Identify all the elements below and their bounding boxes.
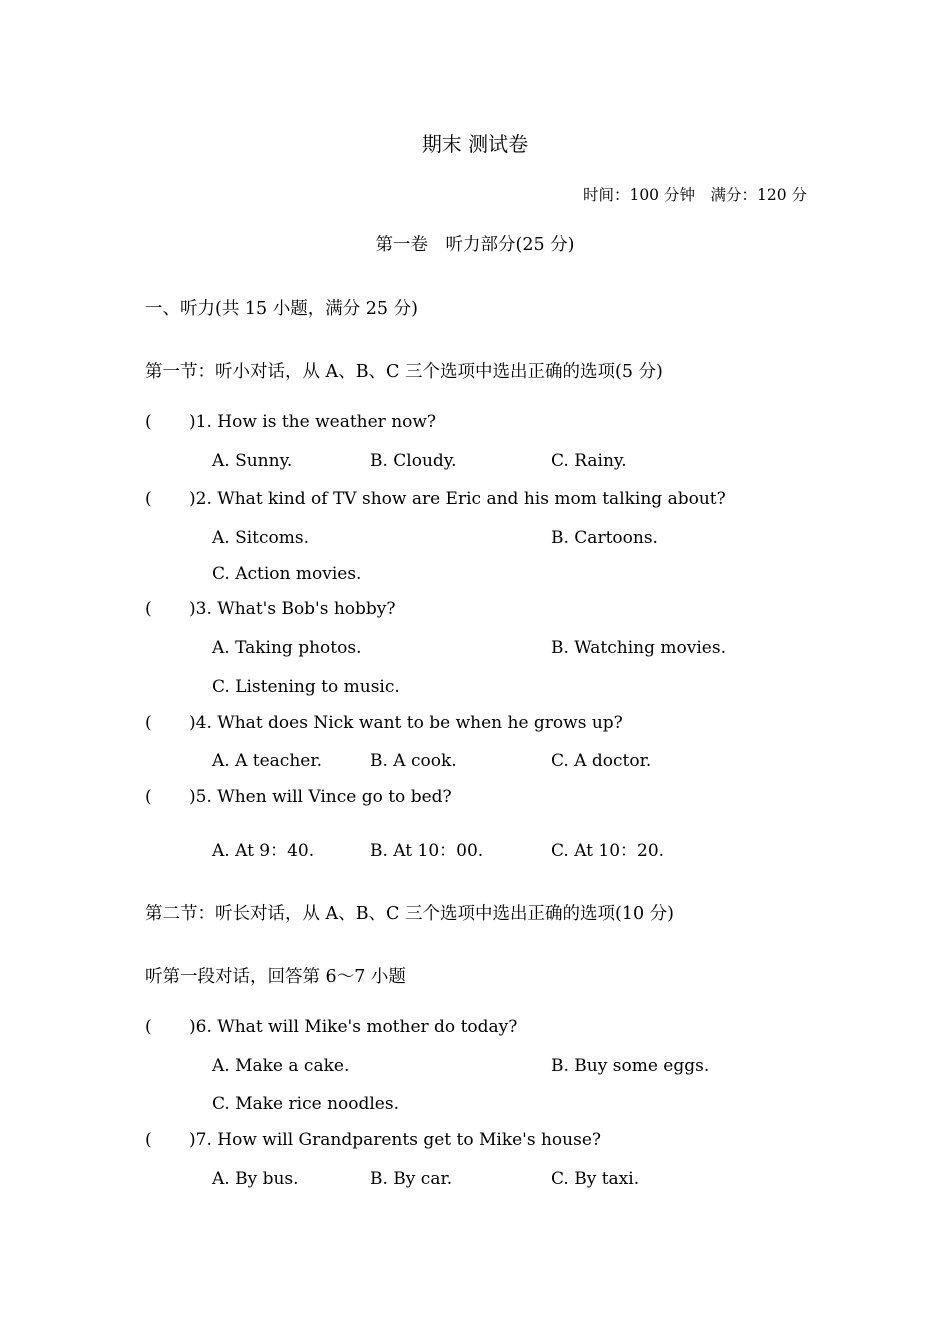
answer-blank: (: [145, 1017, 152, 1037]
answer-blank: (: [145, 489, 152, 509]
answer-blank: (: [145, 787, 152, 807]
question-text: )2. What kind of TV show are Eric and his mom talking about?: [189, 489, 726, 509]
option-c: C. Listening to music.: [212, 677, 400, 697]
dialog-note: 听第一段对话，回答第 6～7 小题: [145, 967, 406, 987]
option-a: A. A teacher.: [212, 751, 322, 771]
option-a: A. Make a cake.: [212, 1056, 350, 1076]
question-7: [145, 1129, 601, 1151]
answer-blank: (: [145, 1130, 152, 1150]
answer-blank: (: [145, 412, 152, 432]
option-b: B. Cartoons.: [551, 528, 658, 548]
option-c: C. A doctor.: [551, 751, 652, 771]
option-b: B. By car.: [370, 1169, 453, 1189]
question-text: )3. What's Bob's hobby?: [189, 599, 396, 619]
answer-blank: (: [145, 599, 152, 619]
option-a: A. At 9：40.: [212, 841, 315, 861]
option-b: B. Buy some eggs.: [551, 1056, 710, 1076]
option-c: C. Rainy.: [551, 451, 627, 471]
part-title: 第一卷 听力部分(25 分): [375, 235, 575, 255]
subsection-title: 第二节：听长对话，从 A、B、C 三个选项中选出正确的选项(10 分): [145, 904, 674, 924]
question-6: [145, 1016, 517, 1038]
option-a: A. By bus.: [212, 1169, 299, 1189]
question-2: [145, 488, 726, 510]
question-3: [145, 598, 396, 620]
option-b: B. Watching movies.: [551, 638, 726, 658]
exam-title: 期末 测试卷: [421, 132, 529, 156]
option-a: A. Sunny.: [212, 451, 293, 471]
question-text: )7. How will Grandparents get to Mike's house?: [189, 1130, 602, 1150]
option-c: C. By taxi.: [551, 1169, 640, 1189]
question-text: )6. What will Mike's mother do today?: [189, 1017, 518, 1037]
option-a: A. Taking photos.: [212, 638, 362, 658]
option-c: C. At 10：20.: [551, 841, 665, 861]
section-title: 一、听力(共 15 小题，满分 25 分): [145, 299, 418, 319]
question-5: [145, 786, 452, 808]
question-text: )5. When will Vince go to bed?: [189, 787, 452, 807]
exam-score: 满分：120 分: [710, 186, 807, 204]
question-text: )4. What does Nick want to be when he grows up?: [189, 713, 623, 733]
subsection-title: 第一节：听小对话，从 A、B、C 三个选项中选出正确的选项(5 分): [145, 362, 663, 382]
option-a: A. Sitcoms.: [212, 528, 310, 548]
exam-time: 时间：100 分钟: [582, 186, 695, 204]
option-c: C. Action movies.: [212, 564, 362, 584]
option-b: B. A cook.: [370, 751, 457, 771]
option-c: C. Make rice noodles.: [212, 1094, 399, 1114]
exam-meta: [583, 184, 807, 206]
question-1: [145, 411, 436, 433]
option-b: B. At 10：00.: [370, 841, 484, 861]
question-text: )1. How is the weather now?: [189, 412, 437, 432]
option-b: B. Cloudy.: [370, 451, 457, 471]
answer-blank: (: [145, 713, 152, 733]
question-4: [145, 712, 623, 734]
